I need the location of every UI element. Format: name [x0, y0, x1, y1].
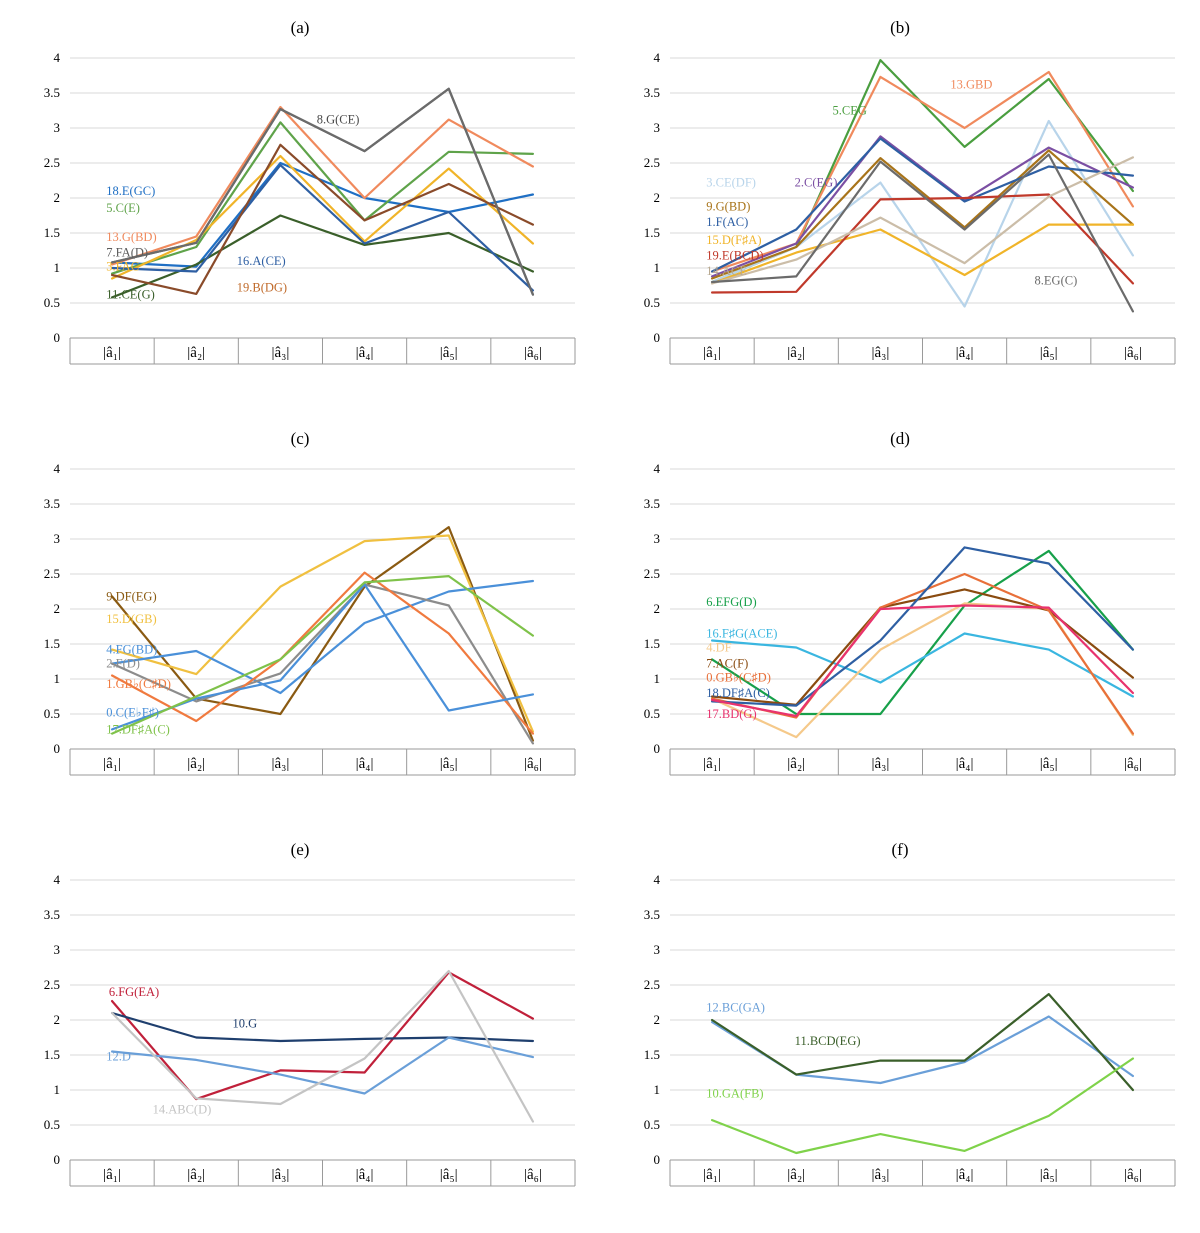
series-label: 15.D(F♯A) [706, 233, 762, 247]
y-axis-tick: 0.5 [643, 706, 660, 721]
series-label: 5.C(E) [106, 200, 140, 215]
series-label: 8.EG(C) [1034, 273, 1078, 288]
x-axis-tick: |â₆| [523, 756, 542, 772]
x-axis-tick: |â₆| [523, 345, 542, 361]
y-axis-tick: 3 [53, 942, 60, 957]
panel-a [0, 0, 600, 411]
series-label: 13.G(BD) [106, 230, 157, 245]
y-axis-tick: 3 [653, 120, 660, 135]
series-label: 17.DF♯A(C) [106, 722, 170, 737]
y-axis-tick: 2.5 [43, 977, 60, 992]
x-axis-tick: |â₃| [271, 345, 290, 361]
y-axis-tick: 2.5 [43, 566, 60, 581]
x-axis-tick: |â₅| [439, 1167, 458, 1183]
plot-area-a [0, 40, 600, 400]
x-axis-tick: |â₅| [1039, 1167, 1058, 1183]
x-axis-tick: |â₁| [703, 756, 722, 772]
x-axis-tick: |â₄| [955, 1167, 974, 1183]
x-axis-tick: |â₄| [955, 345, 974, 361]
series-label: 1.GB♭(C♯D) [106, 676, 171, 691]
x-axis-tick: |â₄| [355, 756, 374, 772]
x-axis-tick: |â₁| [103, 345, 122, 361]
series-line [112, 585, 533, 744]
y-axis-tick: 0 [653, 741, 660, 756]
y-axis-tick: 1 [53, 671, 60, 686]
series-label: 4.DF [706, 640, 732, 655]
series-label: 2.C(EG) [794, 175, 838, 190]
series-line [112, 163, 533, 267]
panel-title-a: (a) [290, 18, 310, 37]
y-axis-tick: 3 [653, 531, 660, 546]
series-label: 12.D [106, 1049, 131, 1064]
panel-title-e: (e) [290, 840, 310, 859]
series-label: 19.B(DG) [236, 280, 288, 295]
y-axis-tick: 1 [653, 1082, 660, 1097]
y-axis-tick: 4 [653, 50, 660, 65]
x-axis-tick: |â₄| [955, 756, 974, 772]
y-axis-tick: 0 [653, 1152, 660, 1167]
series-label: 10.G [232, 1016, 258, 1031]
y-axis-tick: 4 [53, 461, 60, 476]
panel-f [600, 822, 1200, 1233]
y-axis-tick: 3.5 [643, 496, 660, 511]
x-axis-tick: |â₃| [871, 756, 890, 772]
y-axis-tick: 2.5 [643, 566, 660, 581]
series-label: 9.DF(EG) [106, 589, 157, 604]
series-line [112, 581, 533, 693]
y-axis-tick: 1.5 [643, 1047, 660, 1062]
y-axis-tick: 0 [53, 330, 60, 345]
panel-title-f: (f) [891, 840, 909, 859]
y-axis-tick: 4 [53, 872, 60, 887]
series-label: 15.D(GB) [106, 611, 157, 626]
y-axis-tick: 2 [653, 601, 660, 616]
series-label: 11.CE(G) [106, 287, 155, 302]
plot-area-e [0, 862, 600, 1222]
x-axis-tick: |â₂| [787, 756, 806, 772]
y-axis-tick: 3.5 [43, 496, 60, 511]
y-axis-tick: 0.5 [643, 295, 660, 310]
y-axis-tick: 2 [53, 1012, 60, 1027]
x-axis-tick: |â₅| [439, 756, 458, 772]
y-axis-tick: 1.5 [43, 225, 60, 240]
panel-title-d: (d) [890, 429, 910, 448]
series-label: 17.BD(G) [706, 707, 757, 721]
series-label: 9.G(BD) [706, 199, 751, 214]
series-label: 16.F♯G(ACE) [706, 626, 778, 641]
y-axis-tick: 3.5 [43, 907, 60, 922]
y-axis-tick: 0.5 [43, 706, 60, 721]
panel-b [600, 0, 1200, 411]
series-label: 18.E(GC) [106, 184, 156, 198]
x-axis-tick: |â₅| [439, 345, 458, 361]
y-axis-tick: 4 [653, 461, 660, 476]
y-axis-tick: 3.5 [643, 85, 660, 100]
x-axis-tick: |â₁| [703, 1167, 722, 1183]
x-axis-tick: |â₃| [871, 345, 890, 361]
y-axis-tick: 0.5 [43, 295, 60, 310]
x-axis-tick: |â₂| [787, 1167, 806, 1183]
series-line [112, 971, 533, 1122]
x-axis-tick: |â₁| [103, 1167, 122, 1183]
series-label: 7.FA(D) [106, 245, 149, 260]
series-label: 1.F(AC) [706, 214, 749, 229]
plot-area-b [600, 40, 1200, 400]
series-line [112, 1013, 533, 1041]
y-axis-tick: 1.5 [43, 636, 60, 651]
series-line [112, 156, 533, 279]
y-axis-tick: 1.5 [643, 225, 660, 240]
series-label: 13.GBD [950, 77, 993, 92]
plot-area-f [600, 862, 1200, 1222]
series-label: 0.C(E♭F♯) [106, 705, 160, 720]
y-axis-tick: 2 [53, 190, 60, 205]
x-axis-tick: |â₂| [187, 756, 206, 772]
y-axis-tick: 2.5 [643, 977, 660, 992]
series-label: 4.FG(BD) [106, 642, 158, 657]
y-axis-tick: 1 [53, 260, 60, 275]
series-label: 16.A(CE) [236, 254, 286, 268]
series-label: 7.AC(F) [706, 656, 749, 671]
series-label: 11.BCD(EG) [794, 1034, 861, 1048]
series-label: 10.GA(FB) [706, 1086, 764, 1101]
x-axis-tick: |â₂| [187, 345, 206, 361]
y-axis-tick: 0.5 [43, 1117, 60, 1132]
x-axis-tick: |â₂| [787, 345, 806, 361]
x-axis-tick: |â₃| [271, 1167, 290, 1183]
y-axis-tick: 1 [653, 260, 660, 275]
x-axis-tick: |â₆| [1123, 1167, 1142, 1183]
x-axis-tick: |â₅| [1039, 345, 1058, 361]
series-label: 14.ABC(D) [152, 1102, 212, 1117]
x-axis-tick: |â₂| [187, 1167, 206, 1183]
series-label: 12.BC(GA) [706, 1000, 765, 1015]
y-axis-tick: 4 [53, 50, 60, 65]
series-label: 8.G(CE) [316, 112, 360, 127]
y-axis-tick: 2 [53, 601, 60, 616]
x-axis-tick: |â₁| [703, 345, 722, 361]
series-label: 3.FAC [106, 259, 140, 274]
series-line [712, 994, 1133, 1090]
y-axis-tick: 0 [53, 741, 60, 756]
plot-area-c [0, 451, 600, 811]
panel-title-c: (c) [290, 429, 310, 448]
y-axis-tick: 0.5 [643, 1117, 660, 1132]
series-label: 14.ACE [706, 263, 747, 278]
x-axis-tick: |â₃| [271, 756, 290, 772]
series-label: 6.FG(EA) [108, 985, 160, 999]
y-axis-tick: 2 [653, 1012, 660, 1027]
panel-c [0, 411, 600, 822]
y-axis-tick: 0 [53, 1152, 60, 1167]
x-axis-tick: |â₃| [871, 1167, 890, 1183]
panel-e [0, 822, 600, 1233]
x-axis-tick: |â₆| [523, 1167, 542, 1183]
y-axis-tick: 1.5 [643, 636, 660, 651]
series-label: 19.E(BCD) [706, 248, 764, 263]
y-axis-tick: 1 [653, 671, 660, 686]
x-axis-tick: |â₁| [103, 756, 122, 772]
y-axis-tick: 3.5 [643, 907, 660, 922]
panel-d [600, 411, 1200, 822]
series-label: 3.CE(DF) [706, 175, 756, 190]
series-label: 18.DF♯A(C) [706, 686, 770, 700]
y-axis-tick: 3 [653, 942, 660, 957]
y-axis-tick: 2.5 [643, 155, 660, 170]
y-axis-tick: 3 [53, 120, 60, 135]
y-axis-tick: 1 [53, 1082, 60, 1097]
y-axis-tick: 0 [653, 330, 660, 345]
series-label: 5.CEG [832, 103, 867, 118]
series-label: 0.GB♭(C♯D) [706, 670, 771, 685]
series-line [712, 603, 1133, 737]
series-label: 6.EFG(D) [706, 595, 757, 609]
panel-title-b: (b) [890, 18, 910, 37]
x-axis-tick: |â₄| [355, 345, 374, 361]
plot-area-d [600, 451, 1200, 811]
y-axis-tick: 2 [653, 190, 660, 205]
x-axis-tick: |â₆| [1123, 345, 1142, 361]
x-axis-tick: |â₅| [1039, 756, 1058, 772]
series-label: 2.F(D) [106, 656, 140, 671]
x-axis-tick: |â₄| [355, 1167, 374, 1183]
y-axis-tick: 1.5 [43, 1047, 60, 1062]
y-axis-tick: 3 [53, 531, 60, 546]
x-axis-tick: |â₆| [1123, 756, 1142, 772]
series-line [712, 1017, 1133, 1084]
y-axis-tick: 2.5 [43, 155, 60, 170]
y-axis-tick: 4 [653, 872, 660, 887]
series-line [112, 216, 533, 298]
series-line [112, 1038, 533, 1094]
y-axis-tick: 3.5 [43, 85, 60, 100]
series-line [712, 157, 1133, 283]
